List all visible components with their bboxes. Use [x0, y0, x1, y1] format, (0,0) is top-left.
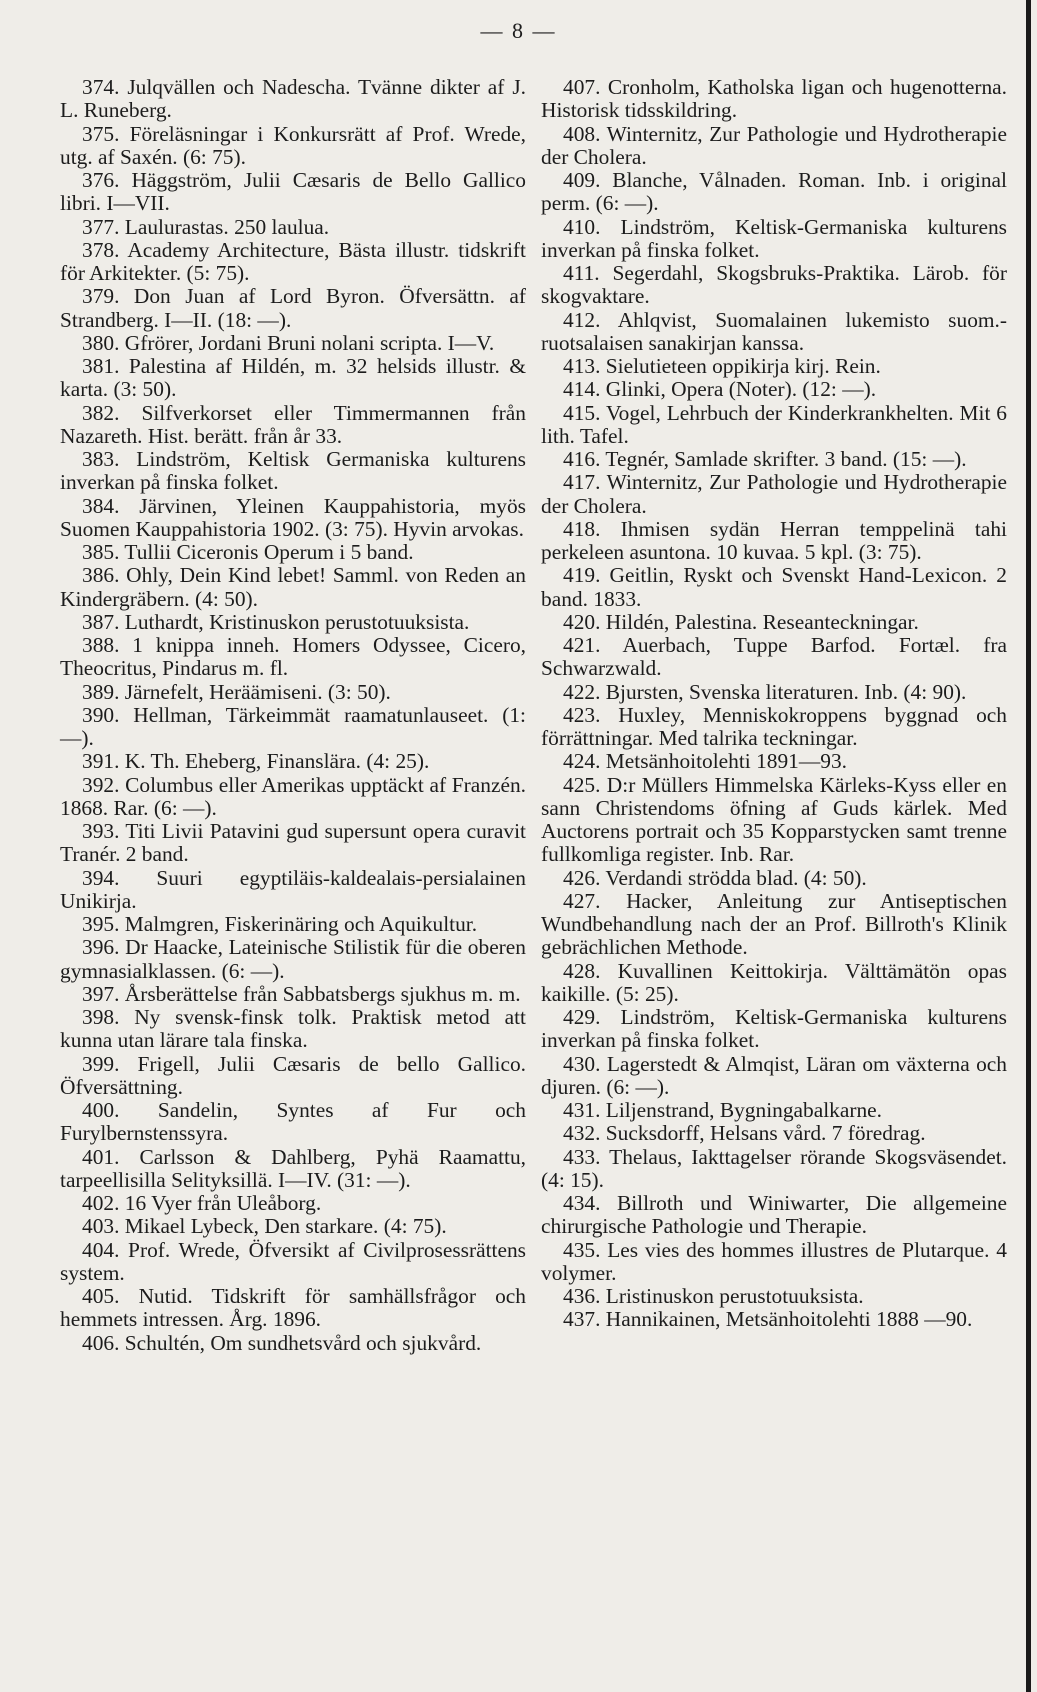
catalog-entry-378: 378. Academy Architecture, Bästa illustr. tidskrift för Arkitekter. (5: 75). — [60, 237, 526, 285]
catalog-entry-413: 413. Sielutieteen oppikirja kirj. Rein. — [563, 354, 881, 378]
catalog-entry-380: 380. Gfrörer, Jordani Bruni nolani scripta. I—V. — [82, 330, 495, 355]
catalog-entry-422: 422. Bjursten, Svenska literaturen. Inb. (4: 90). — [563, 679, 967, 704]
catalog-entry-382: 382. Silfverkorset eller Timmermannen från Nazareth. Hist. berätt. från år 33. — [60, 400, 526, 448]
catalog-entry-433: 433. Thelaus, Iakttagelser rörande Skogsväsendet. (4: 15). — [541, 1144, 1007, 1192]
catalog-entry-395: 395. Malmgren, Fiskerinäring och Aquikultur. — [82, 912, 478, 936]
catalog-entry-403: 403. Mikael Lybeck, Den starkare. (4: 75). — [82, 1214, 447, 1239]
catalog-entry-415: 415. Vogel, Lehrbuch der Kinderkrankhelten. Mit 6 lith. Tafel. — [541, 400, 1007, 448]
catalog-entry-412: 412. Ahlqvist, Suomalainen lukemisto suom.-ruotsalaisen sanakirjan kanssa. — [541, 307, 1007, 355]
catalog-entry-427: 427. Hacker, Anleitung zur Antiseptischen Wundbehandlung nach der an Prof. Billroth's Klinik gebrächlichen Methode. — [541, 888, 1007, 960]
catalog-entry-436: 436. Lristinuskon perustotuuksista. — [563, 1284, 864, 1308]
catalog-entry-400: 400. Sandelin, Syntes af Fur och Furylbernstenssyra. — [60, 1098, 526, 1146]
catalog-entry-399: 399. Frigell, Julii Cæsaris de bello Gallico. Öfversättning. — [60, 1051, 526, 1099]
catalog-entry-409: 409. Blanche, Vålnaden. Roman. Inb. i original perm. (6: —). — [541, 168, 1007, 216]
catalog-entry-374: 374. Julqvällen och Nadescha. Tvänne dikter af J. L. Runeberg. — [60, 75, 526, 123]
catalog-entry-420: 420. Hildén, Palestina. Reseanteckningar. — [563, 609, 919, 634]
catalog-entry-426: 426. Verdandi strödda blad. (4: 50). — [563, 865, 867, 890]
catalog-entry-381: 381. Palestina af Hildén, m. 32 helsids illustr. & karta. (3: 50). — [60, 354, 526, 402]
catalog-entry-435: 435. Les vies des hommes illustres de Plutarque. 4 volymer. — [541, 1237, 1007, 1285]
catalog-entry-430: 430. Lagerstedt & Almqist, Läran om växterna och djuren. (6: —). — [541, 1051, 1007, 1099]
catalog-entry-402: 402. 16 Vyer från Uleåborg. — [82, 1191, 322, 1215]
catalog-entry-397: 397. Årsberättelse från Sabbatsbergs sjukhus m. m. — [82, 981, 521, 1006]
catalog-entry-386: 386. Ohly, Dein Kind lebet! Samml. von Reden an Kindergräbern. (4: 50). — [60, 563, 526, 611]
catalog-entry-391: 391. K. Th. Eheberg, Finanslära. (4: 25). — [82, 749, 430, 774]
catalog-entry-437: 437. Hannikainen, Metsänhoitolehti 1888 —90. — [563, 1307, 973, 1332]
catalog-entry-384: 384. Järvinen, Yleinen Kauppahistoria, myös Suomen Kauppahistoria 1902. (3: 75). Hyvin arvokas. — [60, 493, 526, 541]
catalog-entry-405: 405. Nutid. Tidskrift för samhällsfrågor och hemmets intressen. Årg. 1896. — [60, 1284, 526, 1332]
catalog-entry-416: 416. Tegnér, Samlade skrifter. 3 band. (15: —). — [563, 447, 967, 471]
catalog-entry-393: 393. Titi Livii Patavini gud supersunt opera curavit Tranér. 2 band. — [60, 819, 526, 867]
catalog-entry-379: 379. Don Juan af Lord Byron. Öfversättn. af Strandberg. I—II. (18: —). — [60, 284, 526, 332]
catalog-entry-376: 376. Häggström, Julii Cæsaris de Bello Gallico libri. I—VII. — [60, 168, 526, 216]
catalog-entry-407: 407. Cronholm, Katholska ligan och hugenotterna. Historisk tidsskildring. — [541, 75, 1007, 123]
catalog-entry-383: 383. Lindström, Keltisk Germaniska kulturens inverkan på finska folket. — [60, 447, 526, 495]
catalog-entry-401: 401. Carlsson & Dahlberg, Pyhä Raamattu, tarpeellisilla Selityksillä. I—IV. (31: —). — [60, 1144, 526, 1192]
catalog-entry-434: 434. Billroth und Winiwarter, Die allgemeine chirurgische Pathologie und Therapie. — [541, 1191, 1007, 1239]
catalog-entry-424: 424. Metsänhoitolehti 1891—93. — [563, 749, 848, 774]
catalog-entry-404: 404. Prof. Wrede, Öfversikt af Civilprosessrättens system. — [60, 1237, 526, 1285]
catalog-entry-388: 388. 1 knippa inneh. Homers Odyssee, Cicero, Theocritus, Pindarus m. fl. — [60, 633, 526, 681]
catalog-entry-419: 419. Geitlin, Ryskt och Svenskt Hand-Lexicon. 2 band. 1833. — [541, 563, 1007, 611]
page-edge-shadow — [1026, 0, 1031, 1692]
catalog-entry-425: 425. D:r Müllers Himmelska Kärleks-Kyss eller en sann Christendoms öfning af Guds kärlek. Med Auctorens portrait och 35 Kopparstycken samt trenne fullkomliga register. Inb. Rar. — [541, 772, 1007, 867]
catalog-entry-428: 428. Kuvallinen Keittokirja. Välttämätön opas kaikille. (5: 25). — [541, 958, 1007, 1006]
catalog-entry-394: 394. Suuri egyptiläis-kaldealais-persialainen Unikirja. — [60, 865, 526, 913]
catalog-entry-396: 396. Dr Haacke, Lateinische Stilistik für die oberen gymnasialklassen. (6: —). — [60, 935, 526, 983]
catalog-entry-389: 389. Järnefelt, Heräämiseni. (3: 50). — [82, 679, 391, 704]
catalog-entry-385: 385. Tullii Ciceronis Operum i 5 band. — [82, 540, 414, 564]
catalog-entry-414: 414. Glinki, Opera (Noter). (12: —). — [563, 377, 877, 402]
catalog-entry-429: 429. Lindström, Keltisk-Germaniska kulturens inverkan på finska folket. — [541, 1005, 1007, 1053]
catalog-entry-431: 431. Liljenstrand, Bygningabalkarne. — [563, 1098, 883, 1122]
catalog-entry-406: 406. Schultén, Om sundhetsvård och sjukvård. — [82, 1330, 482, 1355]
catalog-entry-421: 421. Auerbach, Tuppe Barfod. Fortæl. fra Schwarzwald. — [541, 633, 1007, 681]
catalog-entry-387: 387. Luthardt, Kristinuskon perustotuuksista. — [82, 609, 470, 634]
catalog-entry-411: 411. Segerdahl, Skogsbruks-Praktika. Lärob. för skogvaktare. — [541, 261, 1007, 309]
catalog-entry-432: 432. Sucksdorff, Helsans vård. 7 föredrag. — [563, 1121, 926, 1146]
left-column — [60, 76, 526, 1355]
page-number: — 8 — — [480, 18, 557, 43]
catalog-entry-392: 392. Columbus eller Amerikas upptäckt af Franzén. 1868. Rar. (6: —). — [60, 772, 526, 820]
catalog-entry-398: 398. Ny svensk-finsk tolk. Praktisk metod att kunna utan lärare tala finska. — [60, 1005, 526, 1053]
catalog-entry-423: 423. Huxley, Menniskokroppens byggnad och förrättningar. Med talrika teckningar. — [541, 702, 1007, 750]
catalog-entry-408: 408. Winternitz, Zur Pathologie und Hydrotherapie der Cholera. — [541, 121, 1007, 169]
catalog-entry-418: 418. Ihmisen sydän Herran temppelinä tahi perkeleen asuntona. 10 kuvaa. 5 kpl. (3: 75). — [541, 516, 1007, 564]
catalog-entry-377: 377. Laulurastas. 250 laulua. — [82, 214, 330, 239]
catalog-entry-417: 417. Winternitz, Zur Pathologie und Hydrotherapie der Cholera. — [541, 470, 1007, 518]
right-column — [541, 76, 1007, 1332]
catalog-entry-375: 375. Föreläsningar i Konkursrätt af Prof. Wrede, utg. af Saxén. (6: 75). — [60, 121, 526, 169]
catalog-entry-410: 410. Lindström, Keltisk-Germaniska kulturens inverkan på finska folket. — [541, 214, 1007, 262]
catalog-entry-390: 390. Hellman, Tärkeimmät raamatunlauseet. (1: —). — [60, 702, 526, 750]
